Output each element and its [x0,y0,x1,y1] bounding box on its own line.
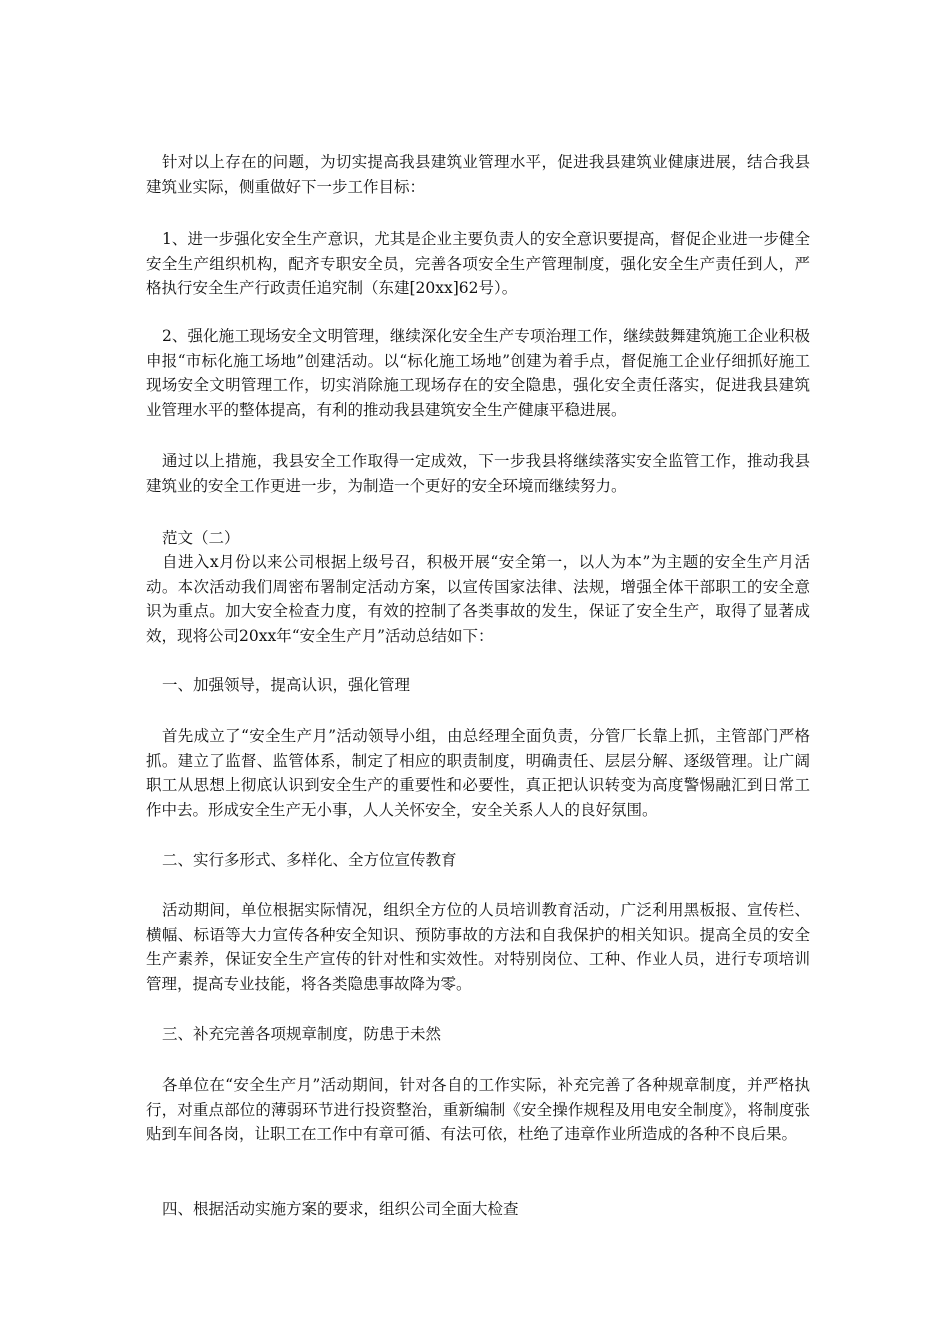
heading-1: 一、加强领导，提高认识，强化管理 [162,676,411,694]
paragraph-section-1: 首先成立了“安全生产月”活动领导小组，由总经理全面负责，分管厂长靠上抓，主管部门严格抓。建立了监督、监管体系，制定了相应的职责制度，明确责任、层层分解、逐级管理。让广阔职工从思想上彻底认识到安全生产的重要性和必要性，真正把认识转变为高度警惕融汇到日常工作中去。形成安全生产无小事，人人关怀安全，安全关系人人的良好氛围。 [146,727,810,819]
paragraph-item-1: 1、进一步强化安全生产意识，尤其是企业主要负责人的安全意识要提高，督促企业进一步健全安全生产组织机构，配齐专职安全员，完善各项安全生产管理制度，强化安全生产责任到人，严格执行安全生产行政责任追究制（东建[20xx]62号）。 [146,230,810,297]
paragraph-item-2: 2、强化施工现场安全文明管理，继续深化安全生产专项治理工作，继续鼓舞建筑施工企业积极申报“市标化施工场地”创建活动。以“标化施工场地”创建为着手点，督促施工企业仔细抓好施工现场安全文明管理工作，切实消除施工现场存在的安全隐患，强化安全责任落实，促进我县建筑业管理水平的整体提高，有利的推动我县建筑安全生产健康平稳进展。 [146,327,810,419]
paragraph-fanwen-intro: 自进入x月份以来公司根据上级号召，积极开展“安全第一，以人为本”为主题的安全生产月活动。本次活动我们周密布署制定活动方案，以宣传国家法律、法规，增强全体干部职工的安全意识为重点。加大安全检查力度，有效的控制了各类事故的发生，保证了安全生产，取得了显著成效，现将公司20xx年“安全生产月”活动总结如下： [146,553,810,645]
paragraph-summary: 通过以上措施，我县安全工作取得一定成效，下一步我县将继续落实安全监管工作，推动我县建筑业的安全工作更进一步，为制造一个更好的安全环境而继续努力。 [146,452,810,495]
section-title-fanwen: 范文（二） [162,529,240,547]
heading-3: 三、补充完善各项规章制度，防患于未然 [162,1025,442,1043]
paragraph-intro: 针对以上存在的问题，为切实提高我县建筑业管理水平，促进我县建筑业健康进展，结合我县建筑业实际，侧重做好下一步工作目标： [146,153,810,196]
heading-2: 二、实行多形式、多样化、全方位宣传教育 [162,851,457,869]
heading-4: 四、根据活动实施方案的要求，组织公司全面大检查 [162,1200,519,1218]
paragraph-section-3: 各单位在“安全生产月”活动期间，针对各自的工作实际，补充完善了各种规章制度，并严格执行，对重点部位的薄弱环节进行投资整治，重新编制《安全操作规程及用电安全制度》，将制度张贴到车间各岗，让职工在工作中有章可循、有法可依，杜绝了违章作业所造成的各种不良后果。 [146,1076,810,1143]
paragraph-section-2: 活动期间，单位根据实际情况，组织全方位的人员培训教育活动，广泛利用黑板报、宣传栏、横幅、标语等大力宣传各种安全知识、预防事故的方法和自我保护的相关知识。提高全员的安全生产素养，保证安全生产宣传的针对性和实效性。对特别岗位、工种、作业人员，进行专项培训管理，提高专业技能，将各类隐患事故降为零。 [146,901,810,993]
